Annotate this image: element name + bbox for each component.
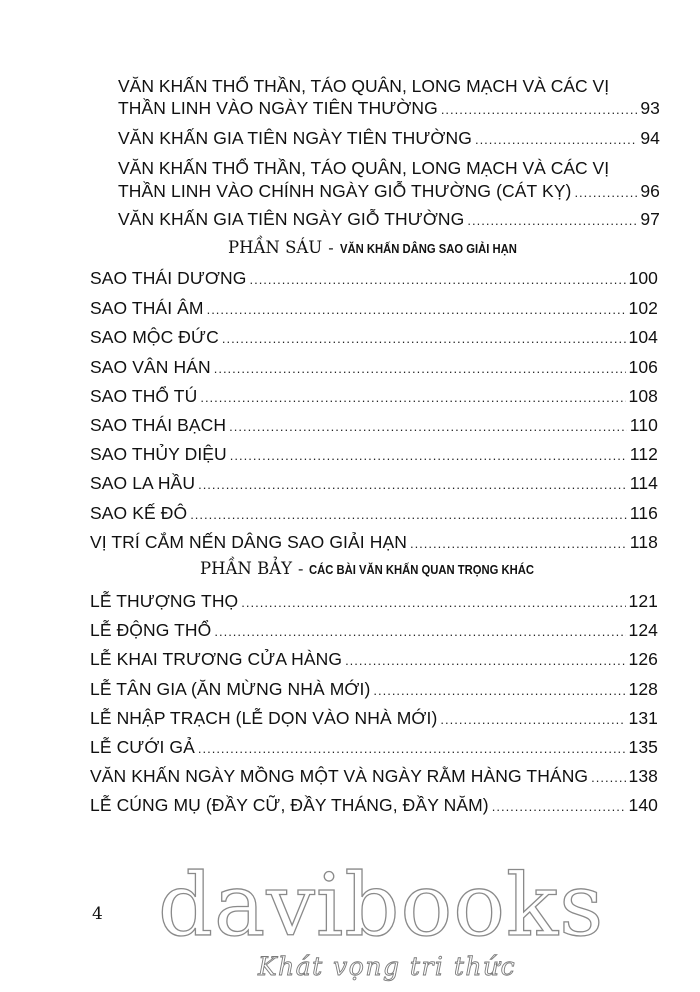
toc-entry	[118, 97, 660, 121]
toc-entry-page: 102	[628, 298, 658, 318]
toc-entry-page: 94	[640, 128, 660, 148]
leader-dots	[440, 709, 625, 731]
toc-entry	[90, 326, 658, 350]
leader-dots	[214, 358, 626, 380]
section-title: VĂN KHẤN DÂNG SAO GIẢI HẠN	[339, 242, 517, 256]
toc-entry	[90, 414, 658, 438]
leader-dots	[591, 767, 625, 789]
section-heading	[200, 559, 559, 578]
watermark	[158, 856, 605, 986]
watermark-slogan: Khát vọng tri thức	[258, 952, 517, 981]
leader-dots	[574, 182, 637, 204]
toc-entry	[90, 267, 658, 291]
toc-entry-page: 126	[628, 649, 658, 669]
toc-entry-page: 114	[629, 473, 658, 493]
toc-entry	[90, 794, 658, 818]
section-dash: -	[328, 238, 334, 257]
section-dash: -	[298, 559, 304, 578]
leader-dots	[249, 269, 625, 291]
leader-dots	[467, 210, 637, 232]
toc-entry	[90, 443, 658, 467]
leader-dots	[492, 796, 626, 818]
toc-entry-title: LỄ THƯỢNG THỌ	[90, 591, 239, 611]
toc-entry	[118, 180, 660, 204]
leader-dots	[241, 592, 625, 614]
toc-entry	[90, 619, 658, 643]
toc-entry	[90, 502, 658, 526]
toc-entry-page: 108	[628, 386, 658, 406]
toc-entry-title: SAO LA HẦU	[90, 473, 196, 493]
toc-entry-title: VỊ TRÍ CẮM NẾN DÂNG SAO GIẢI HẠN	[90, 532, 407, 552]
toc-entry	[90, 678, 658, 702]
toc-entry-title: THẦN LINH VÀO CHÍNH NGÀY GIỖ THƯỜNG (CÁT KỴ)	[118, 181, 572, 201]
toc-entry-page: 121	[628, 591, 658, 611]
toc-entry-page: 106	[628, 357, 658, 377]
toc-entry-title: SAO THÁI DƯƠNG	[90, 268, 247, 288]
toc-entry	[90, 297, 658, 321]
leader-dots	[200, 387, 625, 409]
leader-dots	[207, 299, 626, 321]
toc-entry-title: VĂN KHẤN GIA TIÊN NGÀY GIỖ THƯỜNG	[118, 209, 465, 229]
page-number: 4	[92, 904, 103, 924]
toc-entry-page: 96	[640, 181, 660, 201]
toc-entry	[90, 707, 658, 731]
toc-entry-title: LỄ CÚNG MỤ (ĐẦY CỮ, ĐẦY THÁNG, ĐẦY NĂM)	[90, 795, 489, 815]
leader-dots	[373, 680, 625, 702]
toc-entry	[90, 531, 658, 555]
toc-entry-title: LỄ KHAI TRƯƠNG CỬA HÀNG	[90, 649, 343, 669]
toc-entry-title: LỄ NHẬP TRẠCH (LỄ DỌN VÀO NHÀ MỚI)	[90, 708, 438, 728]
toc-entry-title: SAO VÂN HÁN	[90, 357, 211, 377]
leader-dots	[230, 445, 627, 467]
leader-dots	[229, 416, 627, 438]
toc-entry	[90, 356, 658, 380]
toc-entry-page: 128	[628, 679, 658, 699]
toc-entry-title: THẦN LINH VÀO NGÀY TIÊN THƯỜNG	[118, 98, 438, 118]
toc-entry-page: 135	[628, 737, 658, 757]
toc-entry-page: 97	[640, 209, 660, 229]
toc-entry-title: SAO MỘC ĐỨC	[90, 327, 219, 347]
toc-entry-page: 100	[628, 268, 658, 288]
toc-entry	[90, 385, 658, 409]
toc-entry-page: 140	[628, 795, 658, 815]
toc-entry-page: 110	[629, 415, 658, 435]
toc-entry-title: VĂN KHẤN GIA TIÊN NGÀY TIÊN THƯỜNG	[118, 128, 472, 148]
toc-entry-line1: VĂN KHẤN THỔ THẦN, TÁO QUÂN, LONG MẠCH VÀ CÁC VỊ	[118, 76, 610, 96]
toc-entry-page: 116	[629, 503, 658, 523]
toc-entry	[118, 127, 660, 151]
toc-entry-title: LỄ TÂN GIA (ĂN MỪNG NHÀ MỚI)	[90, 679, 371, 699]
section-prefix: PHẦN SÁU	[228, 238, 323, 257]
toc-entry	[90, 648, 658, 672]
toc-entry-page: 131	[628, 708, 658, 728]
toc-entry-page: 138	[628, 766, 658, 786]
toc-entry	[90, 736, 658, 760]
leader-dots	[345, 650, 625, 672]
toc-entry-page: 112	[629, 444, 658, 464]
toc-entry	[90, 765, 658, 789]
toc-entry	[90, 590, 658, 614]
section-prefix: PHẦN BẢY	[200, 559, 293, 578]
toc-entry	[90, 472, 658, 496]
toc-entry-title: SAO THỦY DIỆU	[90, 444, 227, 464]
leader-dots	[475, 129, 637, 151]
toc-entry-title: SAO THÁI ÂM	[90, 298, 204, 318]
watermark-logo: davibooks	[158, 856, 605, 956]
leader-dots	[190, 504, 627, 526]
toc-entry-title: SAO KẾ ĐÔ	[90, 503, 188, 523]
leader-dots	[222, 328, 626, 350]
toc-entry-line1: VĂN KHẤN THỔ THẦN, TÁO QUÂN, LONG MẠCH VÀ CÁC VỊ	[118, 158, 610, 178]
section-heading	[228, 238, 536, 257]
toc-entry-title: VĂN KHẤN NGÀY MỒNG MỘT VÀ NGÀY RẰM HÀNG THÁNG	[90, 766, 589, 786]
section-title: CÁC BÀI VĂN KHẤN QUAN TRỌNG KHÁC	[309, 563, 535, 577]
leader-dots	[410, 533, 627, 555]
leader-dots	[198, 738, 626, 760]
toc-entry	[118, 208, 660, 232]
toc-entry-title: LỄ CƯỚI GẢ	[90, 737, 195, 757]
toc-entry-title: SAO THỔ TÚ	[90, 386, 198, 406]
leader-dots	[441, 99, 638, 121]
toc-entry-page: 93	[640, 98, 660, 118]
leader-dots	[198, 474, 627, 496]
leader-dots	[214, 621, 625, 643]
toc-entry-title: LỄ ĐỘNG THỔ	[90, 620, 212, 640]
toc-entry-page: 118	[629, 532, 658, 552]
toc-entry-title: SAO THÁI BẠCH	[90, 415, 227, 435]
toc-entry-page: 124	[628, 620, 658, 640]
toc-entry-page: 104	[628, 327, 658, 347]
